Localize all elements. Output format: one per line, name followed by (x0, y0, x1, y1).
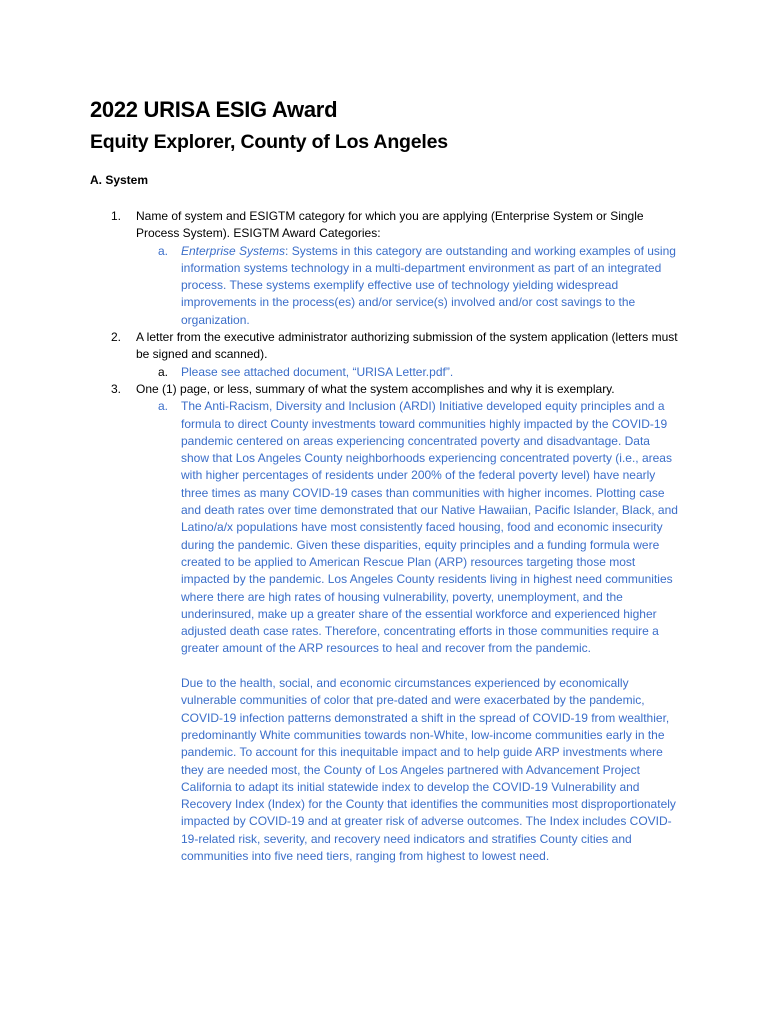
summary-paragraph-1: The Anti-Racism, Diversity and Inclusion (ARDI) Initiative developed equity principles and a formula to direct County investments toward communities highly impacted by the COVID-19 pandemic centered on areas experiencing concentrated poverty and disadvantage. Data show that Los Angeles County neighborhoods experiencing concentrated poverty (i.e., areas with higher percentages of residents under 200% of the federal poverty level) have nearly three times as many COVID-19 cases than communities with higher incomes. Plotting case and death rates over time demonstrated that our Native Hawaiian, Pacific Islander, Black, and Latino/a/x populations have most consistently faced housing, food and economic insecurity during the pandemic. Given these disparities, equity principles and a funding formula were created to be applied to American Rescue Plan (ARP) resources targeting those most impacted by the pandemic. Los Angeles County residents living in highest need communities where there are high rates of housing vulnerability, poverty, unemployment, and the underinsured, make up a greater share of the essential workforce and experienced higher adjusted death case rates. Therefore, concentrating efforts in those communities require a greater amount of the ARP resources to heal and recover from the pandemic. (181, 399, 678, 656)
list-marker: 2. (111, 330, 122, 345)
sub-marker: a. (158, 399, 169, 414)
sub-item (136, 364, 681, 381)
category-description: : Systems in this category are outstanding and working examples of using information systems technology in a multi-department environment as part of an integrated process. These systems exemplify effective use of technology yielding widespread improvements in the process(es) and/or service(s) involved and/or cost savings to the organization. (181, 243, 676, 327)
document-page (90, 94, 690, 865)
item-text: One (1) page, or less, summary of what the system accomplishes and why it is exemplary. (136, 381, 615, 396)
requirements-list (90, 208, 690, 865)
sub-marker: a. (158, 364, 169, 379)
document-title: 2022 URISA ESIG Award (90, 97, 338, 122)
sub-text (181, 243, 681, 329)
sub-marker: a. (158, 243, 169, 258)
paragraph-gap (181, 658, 681, 675)
summary-paragraph-2: Due to the health, social, and economic circumstances experienced by economically vulnerable communities of color that pre-dated and were exacerbated by the pandemic, COVID-19 infection patterns demonstrated a shift in the spread of COVID-19 from wealthier, predominantly White communities towards non-White, low-income communities early in the pandemic. To account for this inequitable impact and to help guide ARP investments where they are needed most, the County of Los Angeles partnered with Advancement Project California to adapt its initial statewide index to develop the COVID-19 Vulnerability and Recovery Index (Index) for the County that identifies the communities most disproportionately impacted by COVID-19 and at greater risk of adverse outcomes. The Index includes COVID-19-related risk, severity, and recovery need indicators and stratifies County cities and communities into five need tiers, ranging from highest to lowest need. (181, 676, 676, 863)
sub-item (136, 243, 681, 329)
item-text: Name of system and ESIGTM category for which you are applying (Enterprise System or Single Process System). ESIGTM Award Categories: (136, 209, 644, 241)
list-item (90, 381, 684, 865)
section-heading: A. System (90, 173, 149, 187)
category-name: Enterprise Systems (181, 243, 286, 258)
sub-item (136, 398, 681, 865)
list-item (90, 208, 684, 329)
document-subtitle: Equity Explorer, County of Los Angeles (90, 131, 448, 153)
list-marker: 3. (111, 381, 122, 396)
sub-text: Please see attached document, “URISA Letter.pdf”. (181, 364, 454, 379)
list-marker: 1. (111, 209, 122, 223)
item-text: A letter from the executive administrator authorizing submission of the system application (letters must be signed and scanned). (136, 330, 678, 362)
list-item (90, 329, 684, 381)
